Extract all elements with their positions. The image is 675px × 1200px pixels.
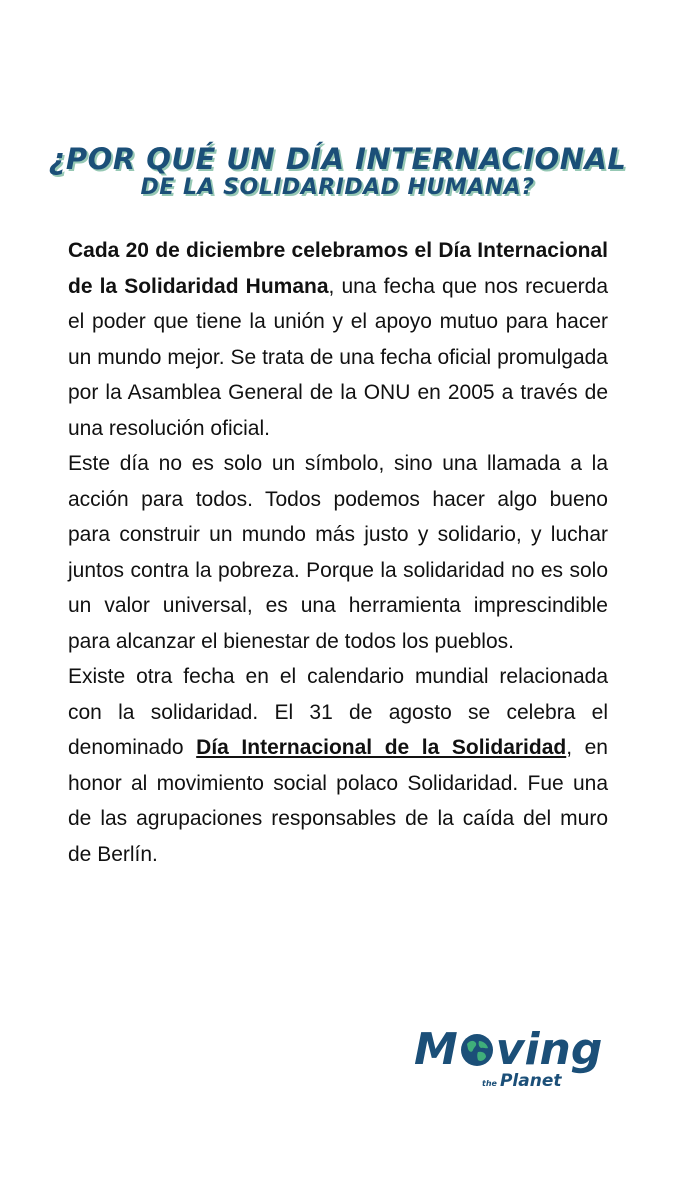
paragraph-1-bold-lead: Cada 20 de diciembre celebramos el Día Internacional de la Solidaridad Humana [68,239,608,298]
page-heading [0,140,675,202]
heading-line-2: DE LA SOLIDARIDAD HUMANA? [140,175,535,200]
heading-line-1: ¿POR QUÉ UN DÍA INTERNACIONAL [48,142,627,176]
paragraph-3 [68,659,608,872]
solidarity-day-link[interactable]: Día Internacional de la Solidaridad [196,736,567,759]
logo-letters-ving: ving [495,1024,603,1075]
paragraph-1 [68,233,608,446]
globe-icon [459,1032,495,1068]
logo-letter-m: M [414,1024,458,1075]
paragraph-1-text: , una fecha que nos recuerda el poder que tiene la unión y el apoyo mutuo para hacer un mundo mejor. Se trata de una fecha oficial promulgada por la Asamblea General de la ONU en 2005 a través de una resolución oficial. [68,274,608,440]
logo-subtitle [482,1071,561,1091]
moving-the-planet-logo [414,1025,604,1100]
paragraph-3-text-before: Existe otra fecha en el calendario mundial relacionada con la solidaridad. El 31 de agosto se celebra el denominado [68,665,608,759]
paragraph-2: Este día no es solo un símbolo, sino una llamada a la acción para todos. Todos podemos hacer algo bueno para construir un mundo más justo y solidario, y luchar juntos contra la pobreza. Porque la solidaridad no es solo un valor universal, es una herramienta imprescindible para alcanzar el bienestar de todos los pueblos. [68,452,608,653]
logo-wordmark [414,1025,602,1075]
article-body [68,233,608,872]
paragraph-3-text-after: , en honor al movimiento social polaco Solidaridad. Fue una de las agrupaciones responsables de la caída del muro de Berlín. [68,736,608,866]
logo-the: the [482,1079,497,1088]
logo-planet: Planet [499,1071,562,1091]
